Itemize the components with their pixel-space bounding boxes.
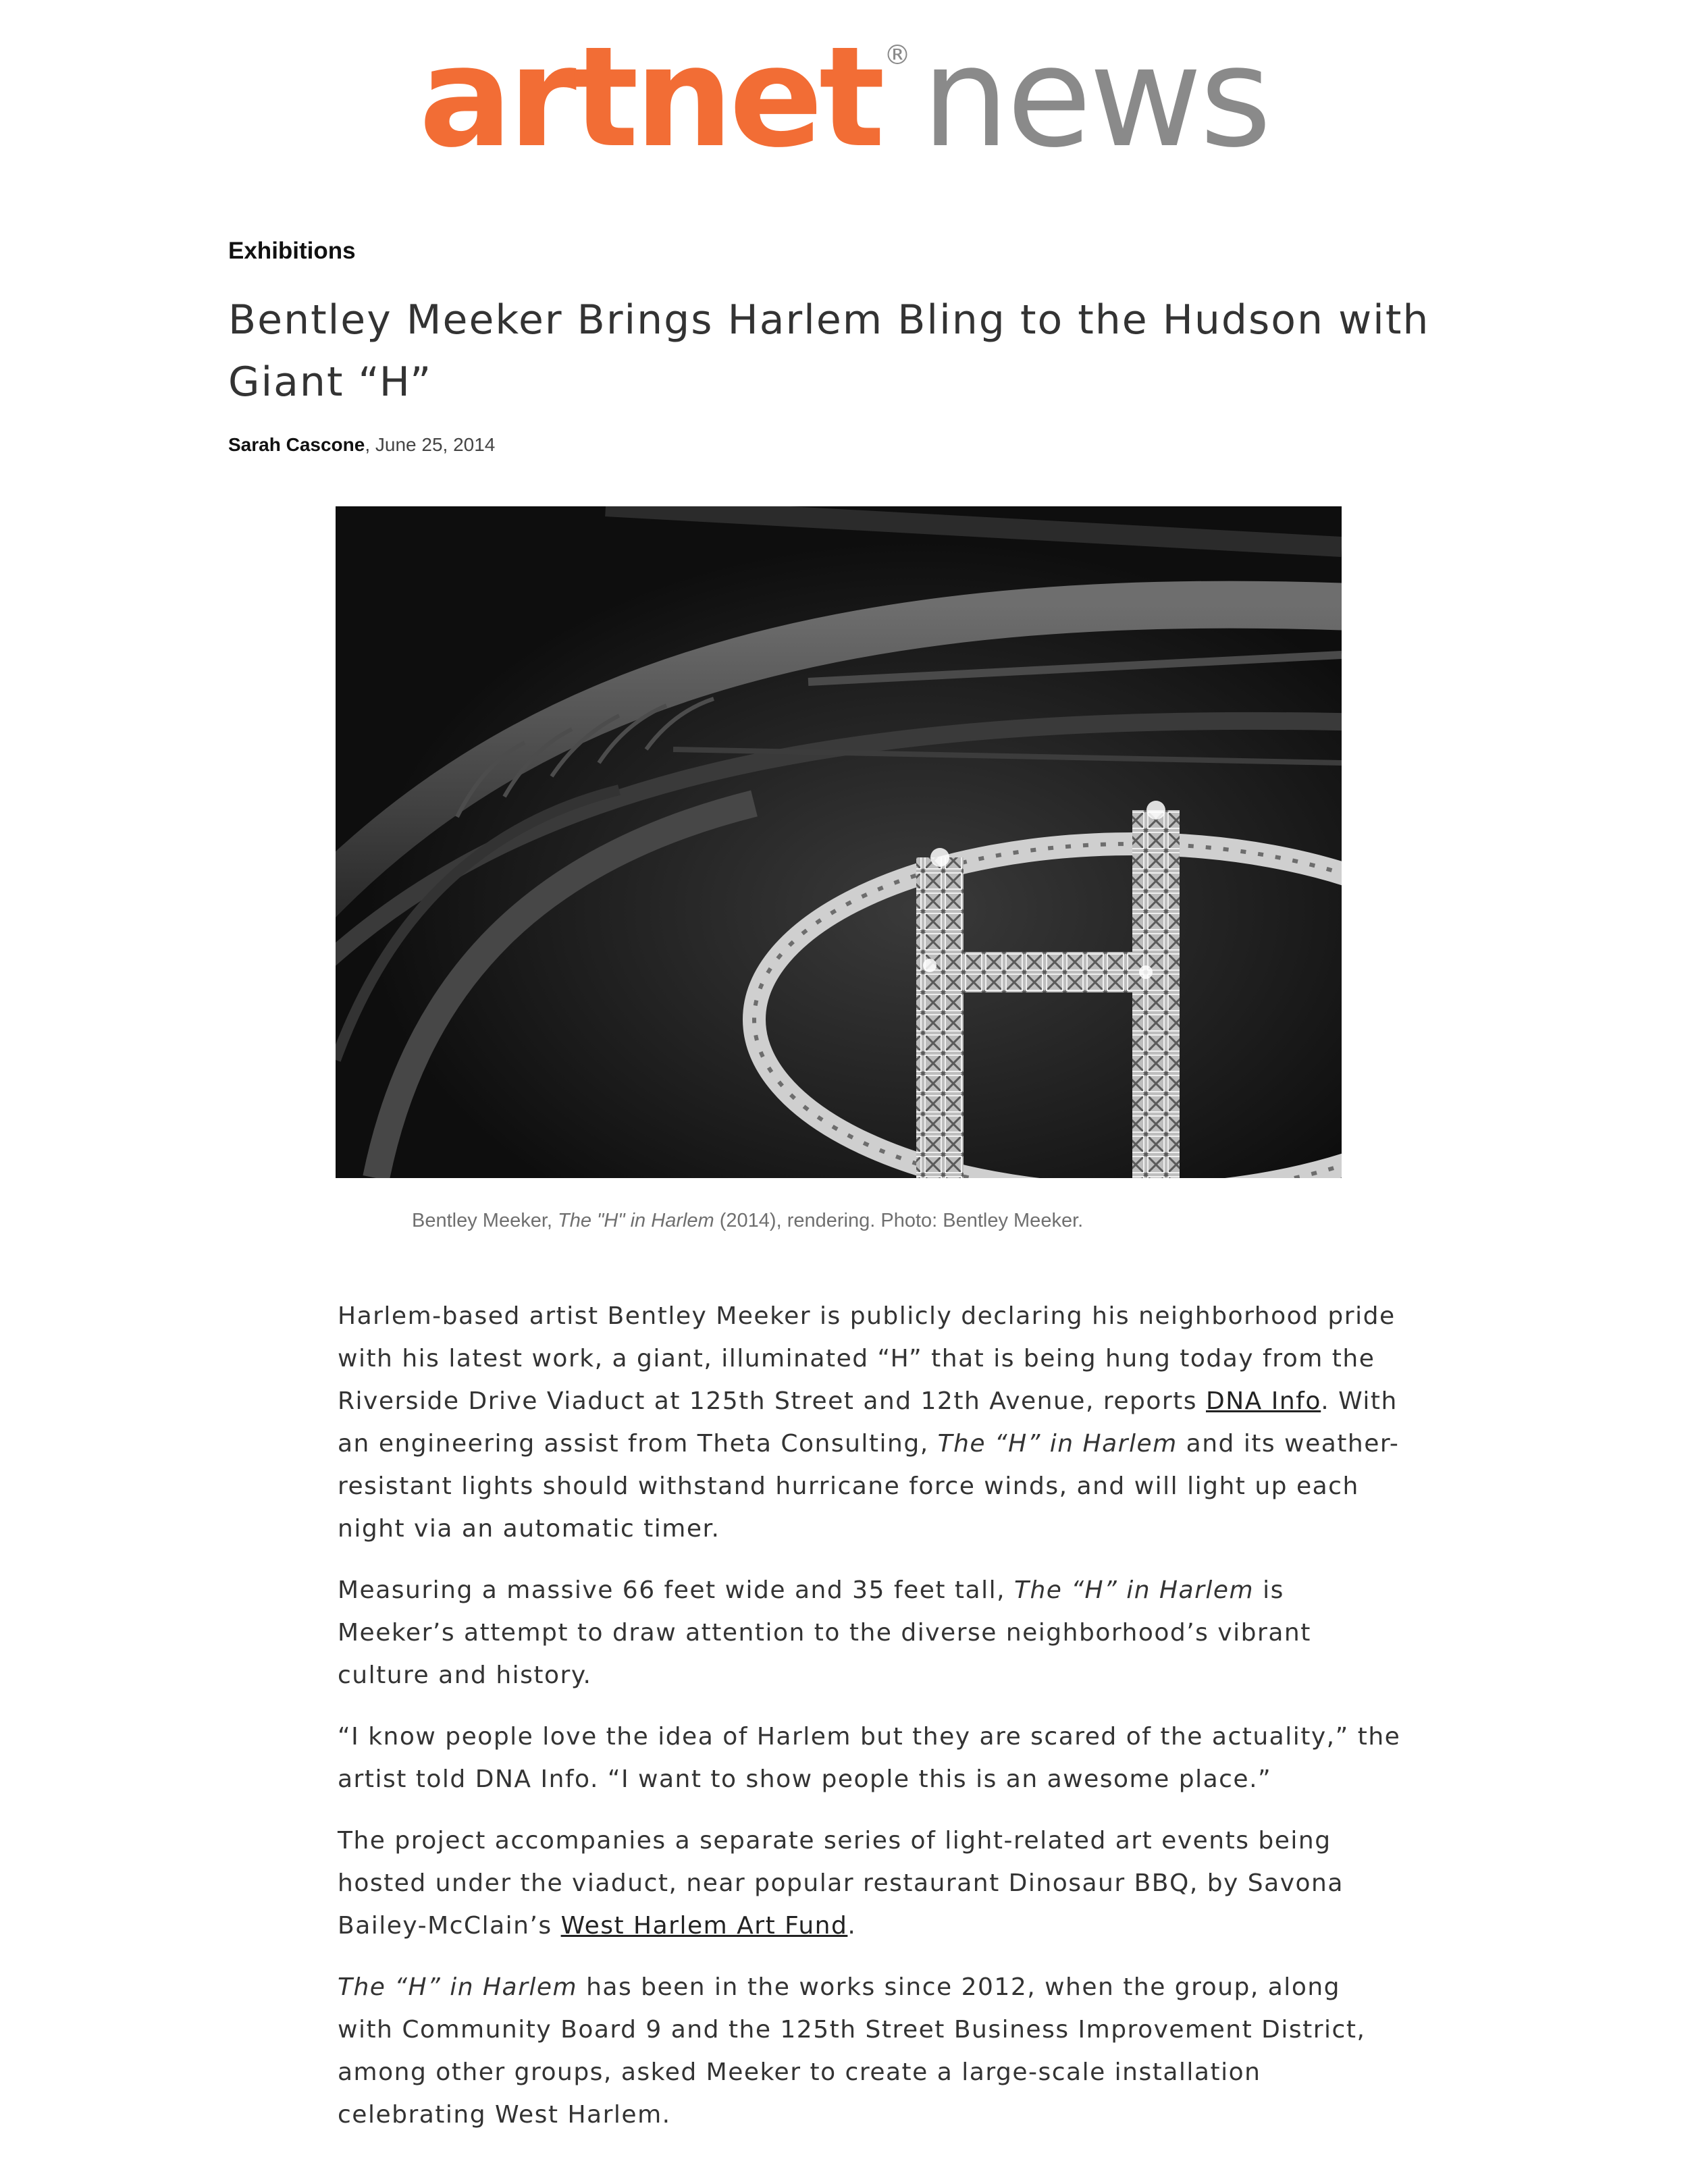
hero-image xyxy=(336,506,1342,1178)
category-label[interactable]: Exhibitions xyxy=(228,238,356,264)
registered-mark: ® xyxy=(883,40,911,71)
p1-text-b: . With an engineering assist from Theta Consulting, xyxy=(338,1387,1398,1458)
artnet-logo[interactable]: artnet xyxy=(419,18,881,178)
p4-text-b: . xyxy=(847,1912,857,1940)
p2-work-title: The “H” in Harlem xyxy=(1014,1576,1255,1604)
p5-text-a: has been in the works since 2012, when the group, along with Community Board 9 and the 125th Street Business Improvement District, among other groups, asked Meeker to create a large-scale installation celebrating West Harlem. xyxy=(338,1973,1366,2129)
author-name[interactable]: Sarah Cascone xyxy=(228,434,365,455)
p2-text-a: Measuring a massive 66 feet wide and 35 feet tall, xyxy=(338,1576,1014,1604)
article-body xyxy=(338,1295,1404,2155)
news-logo[interactable]: news xyxy=(921,18,1269,178)
publish-date: , June 25, 2014 xyxy=(365,434,496,455)
viaduct-rendering xyxy=(336,506,1342,1178)
masthead xyxy=(0,18,1688,178)
p1-text-c: and its weather-resistant lights should withstand hurricane force winds, and will light up each night via an automatic timer. xyxy=(338,1430,1400,1543)
caption-artist: Bentley Meeker, xyxy=(412,1210,558,1231)
paragraph-2 xyxy=(338,1569,1404,1697)
p5-work-title: The “H” in Harlem xyxy=(338,1973,578,2001)
p3-text: “I know people love the idea of Harlem but they are scared of the actuality,” the artist told DNA Info. “I want to show people this is an awesome place.” xyxy=(338,1723,1401,1793)
caption-work-title: The "H" in Harlem xyxy=(558,1210,714,1231)
article-headline: Bentley Meeker Brings Harlem Bling to the Hudson with Giant “H” xyxy=(228,296,1430,406)
west-harlem-art-fund-link[interactable]: West Harlem Art Fund xyxy=(560,1912,848,1940)
byline xyxy=(228,434,495,456)
image-caption xyxy=(412,1210,1083,1232)
caption-details: (2014), rendering. Photo: Bentley Meeker. xyxy=(714,1210,1084,1231)
dna-info-link[interactable]: DNA Info xyxy=(1206,1387,1321,1415)
paragraph-1 xyxy=(338,1295,1404,1550)
p2-text-b: is Meeker’s attempt to draw attention to the diverse neighborhood’s vibrant culture and history. xyxy=(338,1576,1311,1689)
paragraph-4 xyxy=(338,1819,1404,1947)
p1-text-a: Harlem-based artist Bentley Meeker is publicly declaring his neighborhood pride with his latest work, a giant, illuminated “H” that is being hung today from the Riverside Drive Viaduct at 125th Street and 12th Avenue, reports xyxy=(338,1302,1396,1415)
paragraph-3 xyxy=(338,1715,1404,1801)
paragraph-5 xyxy=(338,1966,1404,2136)
p1-work-title: The “H” in Harlem xyxy=(937,1430,1178,1458)
p4-text-a: The project accompanies a separate series of light-related art events being hosted under the viaduct, near popular restaurant Dinosaur BBQ, by Savona Bailey-McClain’s xyxy=(338,1827,1344,1940)
